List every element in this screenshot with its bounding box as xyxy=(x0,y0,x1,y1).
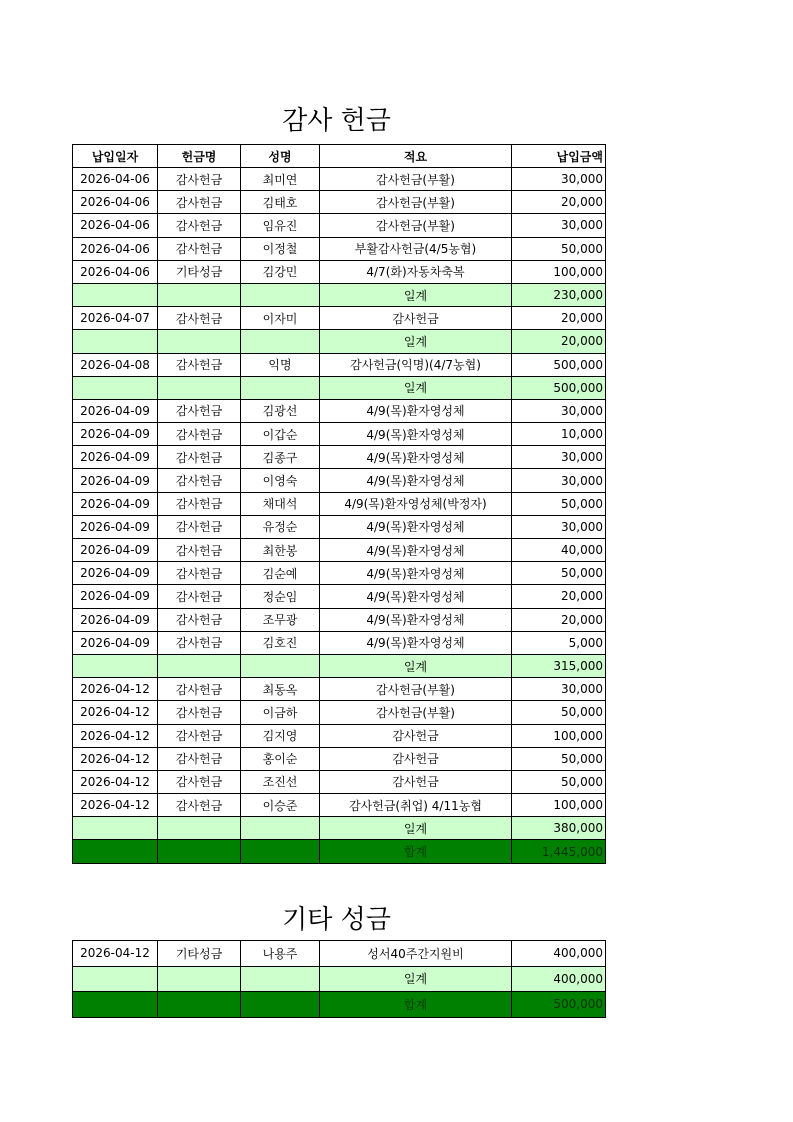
table-row xyxy=(73,941,606,967)
amount-cell: 50,000 xyxy=(512,770,606,793)
name-cell: 김강민 xyxy=(241,260,320,283)
memo-cell: 감사헌금(부활) xyxy=(320,701,512,724)
subtotal-amount: 400,000 xyxy=(512,966,606,992)
name-cell: 김광선 xyxy=(241,399,320,422)
subtotal-amount: 230,000 xyxy=(512,283,606,306)
empty-cell xyxy=(73,283,158,306)
name-cell: 나용주 xyxy=(241,941,320,967)
name-cell: 익명 xyxy=(241,353,320,376)
date-cell: 2026-04-06 xyxy=(73,168,158,191)
date-cell: 2026-04-12 xyxy=(73,794,158,817)
amount-cell: 5,000 xyxy=(512,631,606,654)
section-title-gratitude-offering: 감사 헌금 xyxy=(282,106,391,136)
amount-cell: 500,000 xyxy=(512,353,606,376)
empty-cell xyxy=(73,966,158,992)
offering-type-cell: 감사헌금 xyxy=(158,492,241,515)
name-cell: 이승준 xyxy=(241,794,320,817)
offering-type-cell: 감사헌금 xyxy=(158,446,241,469)
daily-subtotal-row xyxy=(73,376,606,399)
daily-subtotal-row xyxy=(73,283,606,306)
empty-cell xyxy=(241,654,320,677)
table-row xyxy=(73,747,606,770)
offering-type-cell: 감사헌금 xyxy=(158,631,241,654)
offering-type-cell: 감사헌금 xyxy=(158,191,241,214)
amount-cell: 20,000 xyxy=(512,585,606,608)
other-donation-table xyxy=(72,940,606,1018)
total-amount: 500,000 xyxy=(512,992,606,1018)
empty-cell xyxy=(241,840,320,863)
table-row xyxy=(73,191,606,214)
header-date: 납입일자 xyxy=(73,145,158,168)
empty-cell xyxy=(73,654,158,677)
empty-cell xyxy=(241,376,320,399)
name-cell: 최미연 xyxy=(241,168,320,191)
amount-cell: 400,000 xyxy=(512,941,606,967)
memo-cell: 4/9(목)환자영성체 xyxy=(320,446,512,469)
daily-subtotal-row xyxy=(73,330,606,353)
date-cell: 2026-04-09 xyxy=(73,423,158,446)
table-row xyxy=(73,307,606,330)
memo-cell: 감사헌금 xyxy=(320,770,512,793)
name-cell: 김태호 xyxy=(241,191,320,214)
table-row xyxy=(73,794,606,817)
header-name: 성명 xyxy=(241,145,320,168)
offering-type-cell: 감사헌금 xyxy=(158,353,241,376)
offering-type-cell: 기타성금 xyxy=(158,260,241,283)
subtotal-label: 일계 xyxy=(320,330,512,353)
memo-cell: 4/9(목)환자영성체 xyxy=(320,631,512,654)
name-cell: 채대석 xyxy=(241,492,320,515)
table-row xyxy=(73,214,606,237)
header-amount: 납입금액 xyxy=(512,145,606,168)
name-cell: 유정순 xyxy=(241,515,320,538)
header-memo: 적요 xyxy=(320,145,512,168)
name-cell: 이영숙 xyxy=(241,469,320,492)
date-cell: 2026-04-12 xyxy=(73,724,158,747)
memo-cell: 감사헌금 xyxy=(320,724,512,747)
name-cell: 이갑순 xyxy=(241,423,320,446)
offering-type-cell: 감사헌금 xyxy=(158,469,241,492)
amount-cell: 30,000 xyxy=(512,678,606,701)
memo-cell: 부활감사헌금(4/5농협) xyxy=(320,237,512,260)
table-header-row xyxy=(73,145,606,168)
table-row xyxy=(73,399,606,422)
name-cell: 조무광 xyxy=(241,608,320,631)
memo-cell: 감사헌금(부활) xyxy=(320,191,512,214)
amount-cell: 30,000 xyxy=(512,168,606,191)
section-title-other-donation: 기타 성금 xyxy=(282,905,391,935)
offering-type-cell: 감사헌금 xyxy=(158,608,241,631)
empty-cell xyxy=(241,966,320,992)
offering-type-cell: 감사헌금 xyxy=(158,168,241,191)
name-cell: 김종구 xyxy=(241,446,320,469)
name-cell: 김지영 xyxy=(241,724,320,747)
name-cell: 정순임 xyxy=(241,585,320,608)
offering-type-cell: 감사헌금 xyxy=(158,515,241,538)
empty-cell xyxy=(158,817,241,840)
subtotal-label: 일계 xyxy=(320,966,512,992)
empty-cell xyxy=(73,817,158,840)
date-cell: 2026-04-07 xyxy=(73,307,158,330)
name-cell: 김호진 xyxy=(241,631,320,654)
offering-type-cell: 감사헌금 xyxy=(158,237,241,260)
memo-cell: 감사헌금 xyxy=(320,747,512,770)
offering-type-cell: 감사헌금 xyxy=(158,307,241,330)
amount-cell: 30,000 xyxy=(512,446,606,469)
subtotal-label: 일계 xyxy=(320,817,512,840)
date-cell: 2026-04-06 xyxy=(73,214,158,237)
total-label: 합계 xyxy=(320,840,512,863)
offering-type-cell: 감사헌금 xyxy=(158,585,241,608)
empty-cell xyxy=(158,330,241,353)
memo-cell: 4/9(목)환자영성체 xyxy=(320,539,512,562)
empty-cell xyxy=(158,840,241,863)
name-cell: 최동옥 xyxy=(241,678,320,701)
memo-cell: 4/9(목)환자영성체 xyxy=(320,515,512,538)
table-row xyxy=(73,353,606,376)
amount-cell: 30,000 xyxy=(512,469,606,492)
table-row xyxy=(73,724,606,747)
daily-subtotal-row xyxy=(73,966,606,992)
offering-type-cell: 감사헌금 xyxy=(158,214,241,237)
table-row xyxy=(73,492,606,515)
date-cell: 2026-04-09 xyxy=(73,446,158,469)
date-cell: 2026-04-12 xyxy=(73,747,158,770)
offering-type-cell: 감사헌금 xyxy=(158,747,241,770)
date-cell: 2026-04-06 xyxy=(73,237,158,260)
name-cell: 홍이순 xyxy=(241,747,320,770)
empty-cell xyxy=(158,283,241,306)
offering-type-cell: 감사헌금 xyxy=(158,399,241,422)
memo-cell: 감사헌금 xyxy=(320,307,512,330)
other-donation-rows xyxy=(73,941,606,1018)
offering-type-cell: 감사헌금 xyxy=(158,701,241,724)
amount-cell: 20,000 xyxy=(512,307,606,330)
offering-type-cell: 감사헌금 xyxy=(158,423,241,446)
offering-type-cell: 감사헌금 xyxy=(158,770,241,793)
empty-cell xyxy=(158,992,241,1018)
table-row xyxy=(73,608,606,631)
empty-cell xyxy=(73,330,158,353)
grand-total-row xyxy=(73,992,606,1018)
empty-cell xyxy=(73,992,158,1018)
name-cell: 이금하 xyxy=(241,701,320,724)
table-row xyxy=(73,701,606,724)
grand-total-row xyxy=(73,840,606,863)
memo-cell: 4/9(목)환자영성체 xyxy=(320,423,512,446)
amount-cell: 100,000 xyxy=(512,794,606,817)
memo-cell: 감사헌금(부활) xyxy=(320,168,512,191)
offering-type-cell: 기타성금 xyxy=(158,941,241,967)
empty-cell xyxy=(73,840,158,863)
amount-cell: 50,000 xyxy=(512,701,606,724)
amount-cell: 30,000 xyxy=(512,399,606,422)
memo-cell: 4/9(목)환자영성체 xyxy=(320,469,512,492)
name-cell: 김순예 xyxy=(241,562,320,585)
date-cell: 2026-04-09 xyxy=(73,608,158,631)
table-row xyxy=(73,469,606,492)
memo-cell: 4/9(목)환자영성체 xyxy=(320,562,512,585)
offering-type-cell: 감사헌금 xyxy=(158,724,241,747)
subtotal-amount: 20,000 xyxy=(512,330,606,353)
offering-type-cell: 감사헌금 xyxy=(158,678,241,701)
empty-cell xyxy=(158,376,241,399)
empty-cell xyxy=(241,992,320,1018)
header-offering-type: 헌금명 xyxy=(158,145,241,168)
memo-cell: 4/9(목)환자영성체(박정자) xyxy=(320,492,512,515)
amount-cell: 30,000 xyxy=(512,214,606,237)
name-cell: 조진선 xyxy=(241,770,320,793)
date-cell: 2026-04-09 xyxy=(73,469,158,492)
amount-cell: 20,000 xyxy=(512,191,606,214)
name-cell: 이정철 xyxy=(241,237,320,260)
gratitude-offering-rows xyxy=(73,168,606,864)
date-cell: 2026-04-09 xyxy=(73,492,158,515)
amount-cell: 20,000 xyxy=(512,608,606,631)
amount-cell: 100,000 xyxy=(512,260,606,283)
memo-cell: 감사헌금(부활) xyxy=(320,214,512,237)
amount-cell: 50,000 xyxy=(512,492,606,515)
amount-cell: 10,000 xyxy=(512,423,606,446)
offering-type-cell: 감사헌금 xyxy=(158,562,241,585)
gratitude-offering-table xyxy=(72,144,606,864)
date-cell: 2026-04-09 xyxy=(73,585,158,608)
table-row xyxy=(73,562,606,585)
date-cell: 2026-04-12 xyxy=(73,678,158,701)
total-amount: 1,445,000 xyxy=(512,840,606,863)
memo-cell: 감사헌금(취업) 4/11농협 xyxy=(320,794,512,817)
date-cell: 2026-04-09 xyxy=(73,631,158,654)
empty-cell xyxy=(241,283,320,306)
table-row xyxy=(73,237,606,260)
memo-cell: 감사헌금(부활) xyxy=(320,678,512,701)
daily-subtotal-row xyxy=(73,654,606,677)
amount-cell: 50,000 xyxy=(512,237,606,260)
empty-cell xyxy=(158,966,241,992)
name-cell: 이자미 xyxy=(241,307,320,330)
empty-cell xyxy=(241,817,320,840)
memo-cell: 4/7(화)자동차축복 xyxy=(320,260,512,283)
date-cell: 2026-04-12 xyxy=(73,701,158,724)
empty-cell xyxy=(241,330,320,353)
empty-cell xyxy=(73,376,158,399)
name-cell: 최한봉 xyxy=(241,539,320,562)
date-cell: 2026-04-09 xyxy=(73,562,158,585)
date-cell: 2026-04-09 xyxy=(73,515,158,538)
name-cell: 임유진 xyxy=(241,214,320,237)
offering-type-cell: 감사헌금 xyxy=(158,539,241,562)
memo-cell: 4/9(목)환자영성체 xyxy=(320,585,512,608)
table-row xyxy=(73,770,606,793)
amount-cell: 50,000 xyxy=(512,747,606,770)
empty-cell xyxy=(158,654,241,677)
subtotal-amount: 500,000 xyxy=(512,376,606,399)
table-row xyxy=(73,515,606,538)
subtotal-label: 일계 xyxy=(320,283,512,306)
date-cell: 2026-04-12 xyxy=(73,770,158,793)
memo-cell: 4/9(목)환자영성체 xyxy=(320,608,512,631)
subtotal-label: 일계 xyxy=(320,376,512,399)
total-label: 합계 xyxy=(320,992,512,1018)
date-cell: 2026-04-06 xyxy=(73,191,158,214)
date-cell: 2026-04-08 xyxy=(73,353,158,376)
table-row xyxy=(73,678,606,701)
memo-cell: 감사헌금(익명)(4/7농협) xyxy=(320,353,512,376)
table-row xyxy=(73,631,606,654)
amount-cell: 30,000 xyxy=(512,515,606,538)
table-row xyxy=(73,585,606,608)
date-cell: 2026-04-12 xyxy=(73,941,158,967)
subtotal-amount: 380,000 xyxy=(512,817,606,840)
memo-cell: 4/9(목)환자영성체 xyxy=(320,399,512,422)
amount-cell: 50,000 xyxy=(512,562,606,585)
table-row xyxy=(73,539,606,562)
amount-cell: 40,000 xyxy=(512,539,606,562)
daily-subtotal-row xyxy=(73,817,606,840)
table-row xyxy=(73,260,606,283)
date-cell: 2026-04-06 xyxy=(73,260,158,283)
subtotal-label: 일계 xyxy=(320,654,512,677)
table-row xyxy=(73,423,606,446)
table-row xyxy=(73,168,606,191)
table-row xyxy=(73,446,606,469)
date-cell: 2026-04-09 xyxy=(73,539,158,562)
memo-cell: 성서40주간지원비 xyxy=(320,941,512,967)
offering-type-cell: 감사헌금 xyxy=(158,794,241,817)
date-cell: 2026-04-09 xyxy=(73,399,158,422)
amount-cell: 100,000 xyxy=(512,724,606,747)
subtotal-amount: 315,000 xyxy=(512,654,606,677)
